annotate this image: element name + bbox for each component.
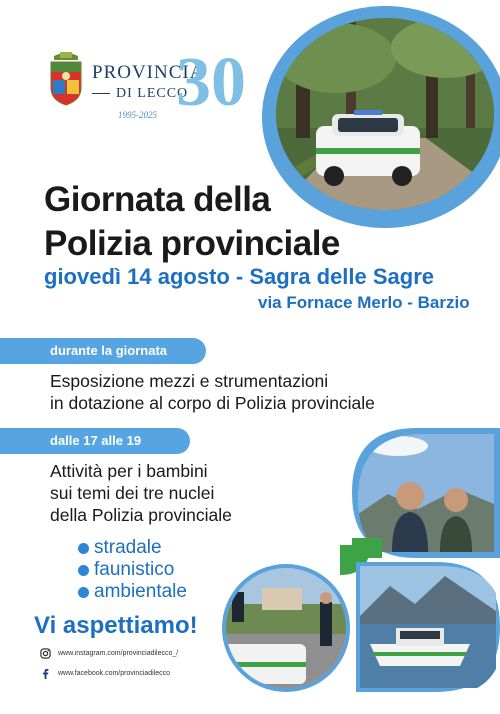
banner-afternoon: dalle 17 alle 19 [0,428,190,454]
event-title-line1: Giornata della [44,180,271,219]
brand-years: 1995-2025 [118,110,157,120]
section-afternoon-text [50,460,232,526]
anniversary-number: 30 [176,44,246,121]
section-afternoon-line: della Polizia provinciale [50,505,232,525]
banner-daytime: durante la giornata [0,338,206,364]
bullet-dot-icon [78,543,89,554]
facebook-link[interactable]: www.facebook.com/provinciadilecco [58,670,171,677]
checkpoint-photo [222,564,350,692]
event-place: via Fornace Merlo - Barzio [258,293,470,312]
instagram-row[interactable] [40,648,178,659]
event-title-line2: Polizia provinciale [44,224,340,263]
facebook-icon [40,668,51,679]
section-afternoon-line: Attività per i bambini [50,461,208,481]
closing-message: Vi aspettiamo! [34,612,198,639]
instagram-icon [40,648,51,659]
list-item: stradale [78,537,187,559]
brand-subtitle: DI LECCO [92,86,188,102]
list-item: faunistico [78,559,187,581]
officers-selfie-photo [352,428,500,558]
bullet-dot-icon [78,587,89,598]
list-item: ambientale [78,581,187,603]
section-daytime-line: Esposizione mezzi e strumentazioni [50,371,329,391]
bullet-dot-icon [78,565,89,576]
event-date: giovedì 14 agosto - Sagra delle Sagre [44,264,435,289]
section-daytime-text [50,370,375,414]
brand-name: PROVINCIA [92,62,205,83]
section-afternoon-line: sui temi dei tre nuclei [50,483,215,503]
event-title [44,178,340,266]
facebook-row[interactable] [40,668,170,679]
instagram-link[interactable]: www.instagram.com/provinciadilecco_/ [58,650,179,657]
section-daytime-line: in dotazione al corpo di Polizia provinciale [50,393,375,413]
province-crest-icon [48,50,84,106]
nuclei-list [78,537,187,603]
boat-on-lake-photo [356,562,500,692]
